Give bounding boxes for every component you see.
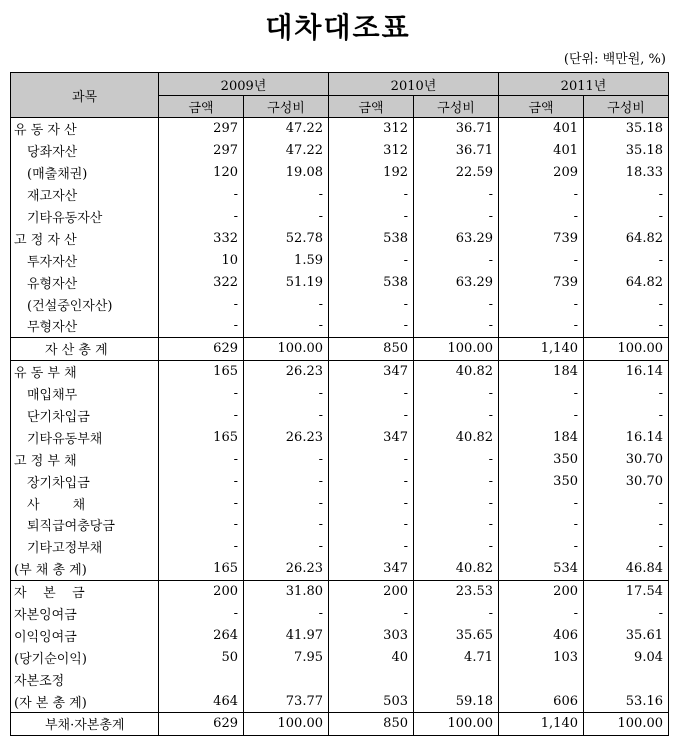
amount-cell: - <box>499 184 584 206</box>
table-row <box>11 337 669 360</box>
table-row <box>11 713 669 736</box>
amount-cell: - <box>499 249 584 271</box>
amount-cell: - <box>499 405 584 427</box>
ratio-cell: - <box>584 293 669 315</box>
header-item: 과목 <box>11 73 159 118</box>
table-row <box>11 514 669 536</box>
amount-cell: 184 <box>499 360 584 382</box>
row-label: 퇴직급여충당금 <box>11 514 159 536</box>
ratio-cell: 100.00 <box>414 337 499 360</box>
amount-cell: - <box>329 206 414 228</box>
header-ratio: 구성비 <box>244 96 329 118</box>
amount-cell: - <box>329 492 414 514</box>
table-row <box>11 118 669 140</box>
ratio-cell <box>244 668 329 690</box>
ratio-cell: - <box>584 603 669 625</box>
amount-cell: 739 <box>499 227 584 249</box>
ratio-cell: - <box>584 206 669 228</box>
amount-cell: 406 <box>499 624 584 646</box>
table-row <box>11 184 669 206</box>
ratio-cell: - <box>244 383 329 405</box>
ratio-cell: 63.29 <box>414 227 499 249</box>
header-amount: 금액 <box>499 96 584 118</box>
ratio-cell: - <box>584 536 669 558</box>
ratio-cell: - <box>414 603 499 625</box>
amount-cell: 297 <box>159 140 244 162</box>
amount-cell: 120 <box>159 162 244 184</box>
amount-cell: - <box>159 293 244 315</box>
amount-cell: - <box>499 315 584 337</box>
amount-cell: 50 <box>159 646 244 668</box>
ratio-cell: 19.08 <box>244 162 329 184</box>
ratio-cell: 51.19 <box>244 271 329 293</box>
ratio-cell: - <box>414 206 499 228</box>
ratio-cell: 40.82 <box>414 360 499 382</box>
amount-cell: - <box>329 470 414 492</box>
ratio-cell: - <box>414 536 499 558</box>
table-row <box>11 624 669 646</box>
ratio-cell: - <box>584 383 669 405</box>
amount-cell: - <box>159 514 244 536</box>
ratio-cell: 9.04 <box>584 646 669 668</box>
table-row <box>11 293 669 315</box>
amount-cell: 297 <box>159 118 244 140</box>
amount-cell: 303 <box>329 624 414 646</box>
amount-cell: 332 <box>159 227 244 249</box>
table-row <box>11 315 669 337</box>
ratio-cell: - <box>414 470 499 492</box>
amount-cell: 184 <box>499 426 584 448</box>
amount-cell: 503 <box>329 690 414 712</box>
ratio-cell: 35.18 <box>584 118 669 140</box>
amount-cell: 312 <box>329 140 414 162</box>
amount-cell: 347 <box>329 558 414 580</box>
ratio-cell: - <box>244 184 329 206</box>
ratio-cell: 100.00 <box>584 713 669 736</box>
amount-cell: - <box>329 184 414 206</box>
balance-sheet-table <box>10 72 669 736</box>
ratio-cell: - <box>244 293 329 315</box>
header-row-years <box>11 73 669 96</box>
row-label: 기타유동부채 <box>11 426 159 448</box>
ratio-cell: 53.16 <box>584 690 669 712</box>
row-label: 기타유동자산 <box>11 206 159 228</box>
table-body <box>11 118 669 736</box>
amount-cell: 850 <box>329 713 414 736</box>
amount-cell: 606 <box>499 690 584 712</box>
table-row <box>11 536 669 558</box>
ratio-cell: 31.80 <box>244 580 329 602</box>
ratio-cell: 36.71 <box>414 140 499 162</box>
ratio-cell: - <box>414 293 499 315</box>
ratio-cell <box>584 668 669 690</box>
table-row <box>11 360 669 382</box>
ratio-cell: 16.14 <box>584 426 669 448</box>
amount-cell: - <box>159 184 244 206</box>
ratio-cell: - <box>244 492 329 514</box>
ratio-cell: 40.82 <box>414 426 499 448</box>
row-label: 무형자산 <box>11 315 159 337</box>
row-label: (자 본 총 계) <box>11 690 159 712</box>
row-label: 당좌자산 <box>11 140 159 162</box>
amount-cell: - <box>329 293 414 315</box>
amount-cell: 312 <box>329 118 414 140</box>
table-row <box>11 558 669 580</box>
table-row <box>11 646 669 668</box>
amount-cell: 165 <box>159 360 244 382</box>
amount-cell: - <box>499 514 584 536</box>
amount-cell: 192 <box>329 162 414 184</box>
amount-cell: - <box>329 603 414 625</box>
row-label: (부 채 총 계) <box>11 558 159 580</box>
row-label: 자 산 총 계 <box>11 337 159 360</box>
amount-cell: - <box>329 315 414 337</box>
ratio-cell: - <box>584 514 669 536</box>
ratio-cell: 64.82 <box>584 227 669 249</box>
amount-cell: 10 <box>159 249 244 271</box>
amount-cell: 40 <box>329 646 414 668</box>
table-row <box>11 470 669 492</box>
row-label: 자본잉여금 <box>11 603 159 625</box>
ratio-cell: - <box>414 405 499 427</box>
ratio-cell: - <box>584 184 669 206</box>
ratio-cell: 18.33 <box>584 162 669 184</box>
ratio-cell: - <box>244 448 329 470</box>
row-label: 사 채 <box>11 492 159 514</box>
amount-cell: 538 <box>329 271 414 293</box>
table-row <box>11 206 669 228</box>
table-row <box>11 162 669 184</box>
amount-cell: 464 <box>159 690 244 712</box>
table-row <box>11 249 669 271</box>
ratio-cell: 26.23 <box>244 426 329 448</box>
ratio-cell: 47.22 <box>244 140 329 162</box>
amount-cell: - <box>159 536 244 558</box>
ratio-cell: 35.61 <box>584 624 669 646</box>
ratio-cell: 23.53 <box>414 580 499 602</box>
ratio-cell: 30.70 <box>584 470 669 492</box>
amount-cell: - <box>159 206 244 228</box>
amount-cell: - <box>499 536 584 558</box>
ratio-cell: 41.97 <box>244 624 329 646</box>
ratio-cell: 36.71 <box>414 118 499 140</box>
amount-cell: 1,140 <box>499 337 584 360</box>
amount-cell <box>329 668 414 690</box>
row-label: (매출채권) <box>11 162 159 184</box>
ratio-cell: - <box>244 536 329 558</box>
ratio-cell: 40.82 <box>414 558 499 580</box>
ratio-cell: 100.00 <box>244 713 329 736</box>
ratio-cell: 1.59 <box>244 249 329 271</box>
amount-cell: 200 <box>499 580 584 602</box>
ratio-cell: 26.23 <box>244 558 329 580</box>
row-label: (건설중인자산) <box>11 293 159 315</box>
amount-cell: - <box>159 492 244 514</box>
amount-cell: 200 <box>329 580 414 602</box>
header-ratio: 구성비 <box>414 96 499 118</box>
amount-cell: 629 <box>159 713 244 736</box>
ratio-cell: 4.71 <box>414 646 499 668</box>
ratio-cell: 100.00 <box>414 713 499 736</box>
amount-cell: - <box>499 492 584 514</box>
ratio-cell: - <box>584 249 669 271</box>
amount-cell: 850 <box>329 337 414 360</box>
header-amount: 금액 <box>329 96 414 118</box>
ratio-cell: 22.59 <box>414 162 499 184</box>
ratio-cell: 59.18 <box>414 690 499 712</box>
ratio-cell: 17.54 <box>584 580 669 602</box>
amount-cell: 165 <box>159 558 244 580</box>
amount-cell: - <box>159 470 244 492</box>
ratio-cell: 73.77 <box>244 690 329 712</box>
header-year-2010: 2010년 <box>329 73 499 96</box>
ratio-cell: - <box>584 492 669 514</box>
row-label: 재고자산 <box>11 184 159 206</box>
amount-cell: - <box>159 448 244 470</box>
amount-cell: 264 <box>159 624 244 646</box>
table-row <box>11 690 669 712</box>
row-label: 자 본 금 <box>11 580 159 602</box>
ratio-cell: 35.18 <box>584 140 669 162</box>
table-row <box>11 271 669 293</box>
header-amount: 금액 <box>159 96 244 118</box>
ratio-cell: - <box>414 492 499 514</box>
row-label: 매입채무 <box>11 383 159 405</box>
ratio-cell: - <box>244 470 329 492</box>
amount-cell: - <box>329 448 414 470</box>
amount-cell: 200 <box>159 580 244 602</box>
ratio-cell: 26.23 <box>244 360 329 382</box>
row-label: 자본조정 <box>11 668 159 690</box>
ratio-cell: - <box>584 315 669 337</box>
header-ratio: 구성비 <box>584 96 669 118</box>
amount-cell: 350 <box>499 470 584 492</box>
amount-cell: - <box>499 293 584 315</box>
row-label: 단기차입금 <box>11 405 159 427</box>
ratio-cell: - <box>244 603 329 625</box>
ratio-cell: - <box>244 315 329 337</box>
ratio-cell: 35.65 <box>414 624 499 646</box>
amount-cell: - <box>499 603 584 625</box>
page-title: 대차대조표 <box>265 11 411 44</box>
amount-cell: - <box>329 536 414 558</box>
amount-cell: 534 <box>499 558 584 580</box>
ratio-cell: - <box>414 249 499 271</box>
amount-cell: - <box>159 383 244 405</box>
unit-note: (단위: 백만원, %) <box>563 52 666 67</box>
header-year-2009: 2009년 <box>159 73 329 96</box>
amount-cell: - <box>329 383 414 405</box>
amount-cell: 1,140 <box>499 713 584 736</box>
row-label: 장기차입금 <box>11 470 159 492</box>
ratio-cell: 64.82 <box>584 271 669 293</box>
row-label: 부채·자본총계 <box>11 713 159 736</box>
ratio-cell: 46.84 <box>584 558 669 580</box>
table-row <box>11 383 669 405</box>
ratio-cell: - <box>414 448 499 470</box>
amount-cell: 322 <box>159 271 244 293</box>
amount-cell: 401 <box>499 118 584 140</box>
ratio-cell: 52.78 <box>244 227 329 249</box>
amount-cell: - <box>159 405 244 427</box>
amount-cell: - <box>329 249 414 271</box>
ratio-cell <box>414 668 499 690</box>
table-row <box>11 580 669 602</box>
table-row <box>11 405 669 427</box>
table-row <box>11 426 669 448</box>
amount-cell: 538 <box>329 227 414 249</box>
amount-cell <box>159 668 244 690</box>
amount-cell: - <box>159 603 244 625</box>
amount-cell: 401 <box>499 140 584 162</box>
row-label: 유 동 자 산 <box>11 118 159 140</box>
row-label: 고 정 자 산 <box>11 227 159 249</box>
amount-cell: - <box>499 383 584 405</box>
table-row <box>11 227 669 249</box>
ratio-cell: 100.00 <box>244 337 329 360</box>
table-row <box>11 492 669 514</box>
amount-cell: 347 <box>329 360 414 382</box>
ratio-cell: - <box>414 184 499 206</box>
ratio-cell: - <box>414 315 499 337</box>
row-label: 이익잉여금 <box>11 624 159 646</box>
ratio-cell: 47.22 <box>244 118 329 140</box>
row-label: 유 동 부 채 <box>11 360 159 382</box>
amount-cell: - <box>499 206 584 228</box>
table-row <box>11 668 669 690</box>
amount-cell: 103 <box>499 646 584 668</box>
amount-cell <box>499 668 584 690</box>
row-label: 기타고정부채 <box>11 536 159 558</box>
amount-cell: 209 <box>499 162 584 184</box>
amount-cell: 347 <box>329 426 414 448</box>
ratio-cell: 16.14 <box>584 360 669 382</box>
row-label: 유형자산 <box>11 271 159 293</box>
row-label: 고 정 부 채 <box>11 448 159 470</box>
ratio-cell: - <box>244 206 329 228</box>
ratio-cell: - <box>414 383 499 405</box>
ratio-cell: - <box>244 405 329 427</box>
ratio-cell: 63.29 <box>414 271 499 293</box>
ratio-cell: - <box>244 514 329 536</box>
ratio-cell: - <box>584 405 669 427</box>
header-year-2011: 2011년 <box>499 73 669 96</box>
ratio-cell: 30.70 <box>584 448 669 470</box>
amount-cell: 629 <box>159 337 244 360</box>
ratio-cell: - <box>414 514 499 536</box>
table-row <box>11 448 669 470</box>
row-label: (당기순이익) <box>11 646 159 668</box>
amount-cell: - <box>159 315 244 337</box>
amount-cell: - <box>329 405 414 427</box>
table-row <box>11 603 669 625</box>
amount-cell: 165 <box>159 426 244 448</box>
ratio-cell: 7.95 <box>244 646 329 668</box>
row-label: 투자자산 <box>11 249 159 271</box>
ratio-cell: 100.00 <box>584 337 669 360</box>
amount-cell: - <box>329 514 414 536</box>
amount-cell: 739 <box>499 271 584 293</box>
amount-cell: 350 <box>499 448 584 470</box>
table-row <box>11 140 669 162</box>
